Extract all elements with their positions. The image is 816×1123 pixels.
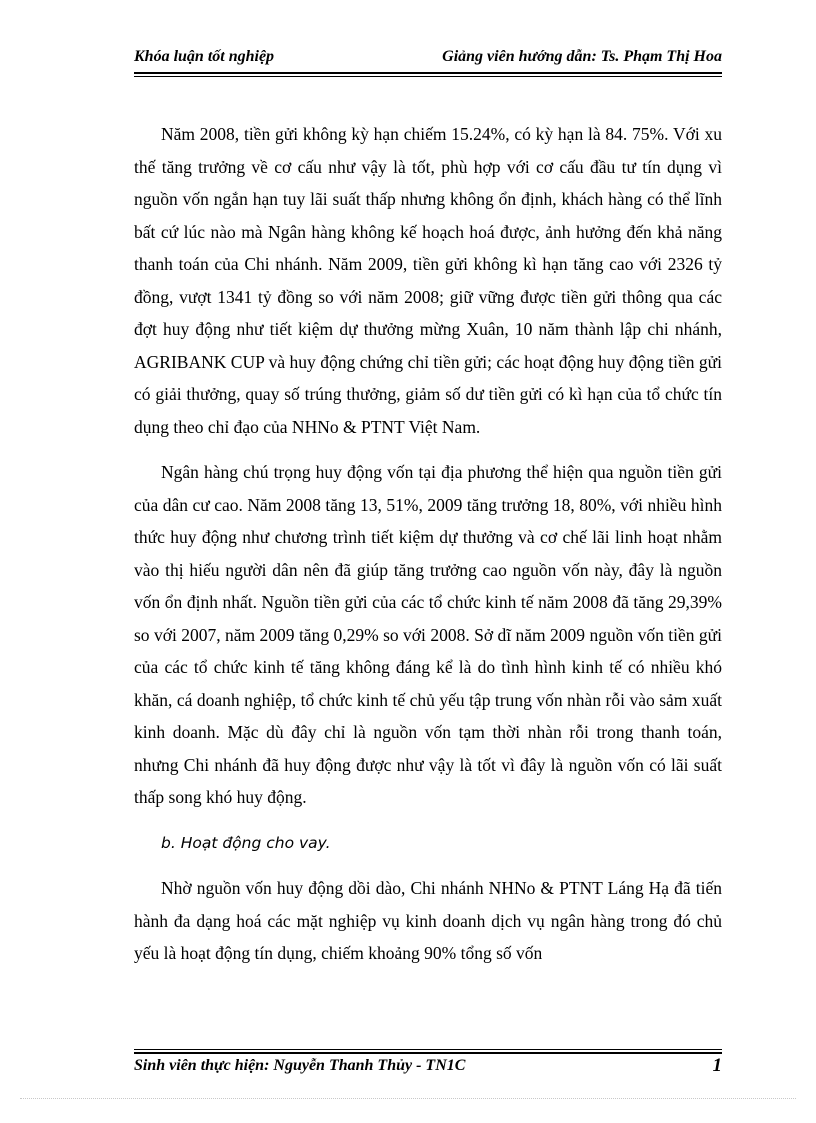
header-rule-thick — [134, 72, 722, 74]
paragraph-local-mobilization: Ngân hàng chú trọng huy động vốn tại địa phương thể hiện qua nguồn tiền gửi của dân cư cao. Năm 2008 tăng 13, 51%, 2009 tăng trưởng 18, 80%, với nhiều hình thức huy động như chương trình tiết kiệm dự thưởng và cơ chế lãi linh hoạt nhằm vào thị hiếu người dân nên đã giúp tăng trưởng cao nguồn vốn này, đây là nguồn vốn ổn định nhất. Nguồn tiền gửi của các tổ chức kinh tế năm 2008 đã tăng 29,39% so với 2007, năm 2009 tăng 0,29% so với 2008. Sở dĩ năm 2009 nguồn vốn tiền gửi của các tổ chức kinh tế tăng không đáng kể là do tình hình kinh tế có nhiều khó khăn, cá doanh nghiệp, tổ chức kinh tế chủ yếu tập trung vốn nhàn rỗi vào sảm xuất kinh doanh. Mặc dù đây chỉ là nguồn vốn tạm thời nhàn rỗi trong thanh toán, nhưng Chi nhánh đã huy động được như vậy là tốt vì đây là nguồn vốn có lãi suất thấp song khó huy động. — [134, 462, 722, 807]
header-thesis-title: Khóa luận tốt nghiệp — [134, 48, 275, 65]
section-subheading-lending: b. Hoạt động cho vay. — [161, 833, 331, 852]
paragraph-lending-intro: Nhờ nguồn vốn huy động dồi dào, Chi nhánh NHNo & PTNT Láng Hạ đã tiến hành đa dạng hoá các mặt nghiệp vụ kinh doanh dịch vụ ngân hàng trong đó chủ yếu là hoạt động tín dụng, chiếm khoảng 90% tổng số vốn — [134, 878, 722, 963]
page-edge-dotted-line — [20, 1098, 796, 1099]
page-header — [134, 48, 722, 70]
paragraph-deposit-structure: Năm 2008, tiền gửi không kỳ hạn chiếm 15.24%, có kỳ hạn là 84. 75%. Với xu thế tăng trưởng về cơ cấu như vậy là tốt, phù hợp với cơ cấu đầu tư tín dụng vì nguồn vốn ngắn hạn tuy lãi suất thấp nhưng không ổn định, khách hàng có thể lĩnh bất cứ lúc nào mà Ngân hàng không kế hoạch hoá được, ảnh hưởng đến khả năng thanh toán của Chi nhánh. Năm 2009, tiền gửi không kì hạn tăng cao với 2326 tỷ đồng, vượt 1341 tỷ đồng so với năm 2008; giữ vững được tiền gửi thông qua các đợt huy động như tiết kiệm dự thưởng mừng Xuân, 10 năm thành lập chi nhánh, AGRIBANK CUP và huy động chứng chỉ tiền gửi; các hoạt động huy động tiền gửi có giải thưởng, quay số trúng thưởng, giảm số dư tiền gửi có kì hạn của tổ chức tín dụng theo chỉ đạo của NHNo & PTNT Việt Nam. — [134, 124, 722, 437]
header-rule-thin — [134, 76, 722, 77]
footer-rule-thick — [134, 1052, 722, 1054]
page-number: 1 — [712, 1055, 722, 1076]
header-supervisor: Giảng viên hướng dẫn: Ts. Phạm Thị Hoa — [442, 48, 722, 65]
footer-student-name: Sinh viên thực hiện: Nguyễn Thanh Thủy - TN1C — [134, 1057, 466, 1074]
body-text — [134, 118, 722, 983]
page-footer — [134, 1057, 722, 1079]
footer-rule-thin — [134, 1049, 722, 1050]
